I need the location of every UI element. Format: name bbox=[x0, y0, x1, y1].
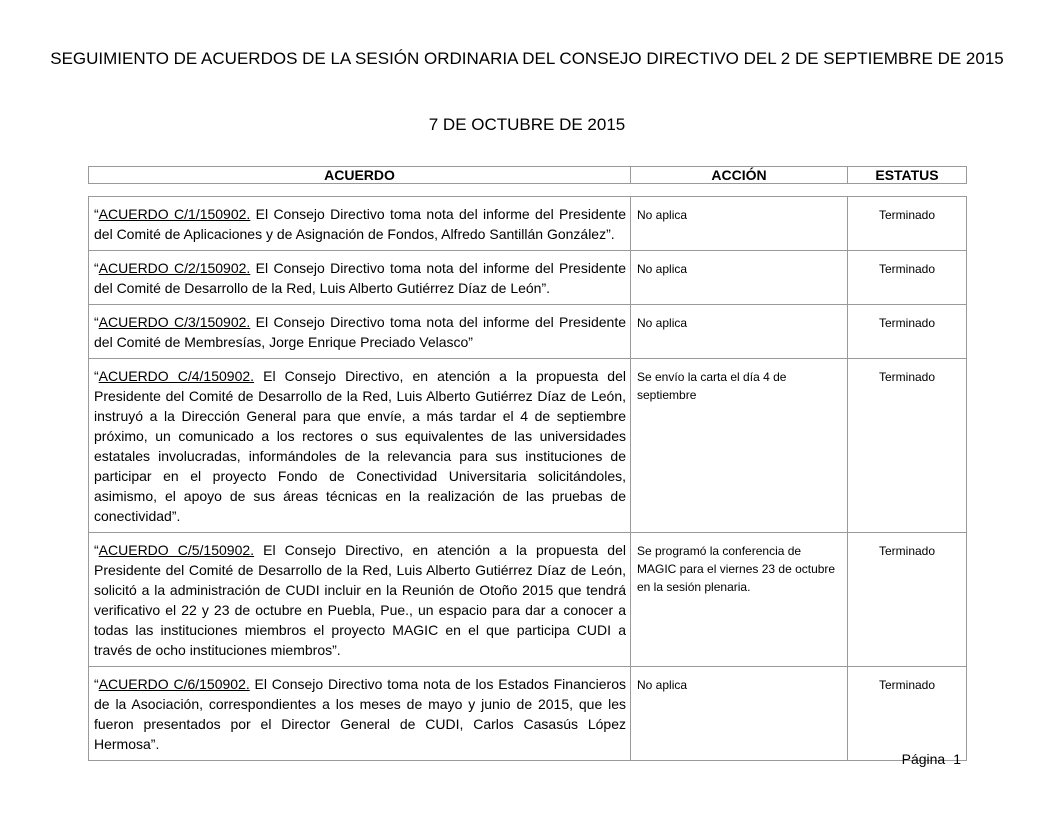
table-header bbox=[88, 166, 967, 184]
open-quote: “ bbox=[94, 314, 99, 330]
document-title: SEGUIMIENTO DE ACUERDOS DE LA SESIÓN ORDINARIA DEL CONSEJO DIRECTIVO DEL 2 DE SEPTIEMBRE DE 2015 bbox=[50, 49, 1004, 68]
header-accion: ACCIÓN bbox=[631, 167, 848, 184]
acuerdo-cell bbox=[89, 251, 631, 305]
acuerdo-text: El Consejo Directivo, en atención a la propuesta del Presidente del Comité de Desarrollo de la Red, Luis Alberto Gutiérrez Díaz de León, instruyó a la Dirección General para que envíe, a más tardar el 4 de septiembre próximo, un comunicado a los rectores o sus equivalentes de las universidades estatales involucradas, informándoles de la relevancia para sus instituciones de participar en el proyecto Fondo de Conectividad Universitaria solicitándoles, asimismo, el apoyo de sus áreas técnicas en la realización de las pruebas de conectividad”. bbox=[94, 368, 626, 524]
header-estatus: ESTATUS bbox=[848, 167, 967, 184]
acuerdo-id: ACUERDO C/2/150902. bbox=[98, 260, 251, 276]
page-footer bbox=[902, 750, 961, 768]
accion-cell: Se envío la carta el día 4 de septiembre bbox=[631, 359, 848, 533]
accion-cell: No aplica bbox=[631, 305, 848, 359]
acuerdo-text: El Consejo Directivo toma nota del informe del Presidente del Comité de Membresías, Jorge Enrique Preciado Velasco” bbox=[94, 314, 626, 350]
accion-cell: No aplica bbox=[631, 667, 848, 761]
acuerdo-cell bbox=[89, 667, 631, 761]
acuerdo-cell bbox=[89, 305, 631, 359]
estatus-cell: Terminado bbox=[848, 667, 967, 761]
estatus-cell: Terminado bbox=[848, 533, 967, 667]
accion-cell: Se programó la conferencia de MAGIC para el viernes 23 de octubre en la sesión plenaria. bbox=[631, 533, 848, 667]
open-quote: “ bbox=[94, 260, 99, 276]
table-row bbox=[89, 251, 967, 305]
agreements-table bbox=[88, 196, 967, 761]
estatus-cell: Terminado bbox=[848, 305, 967, 359]
acuerdo-id: ACUERDO C/4/150902. bbox=[98, 368, 255, 384]
header-acuerdo: ACUERDO bbox=[89, 167, 631, 184]
table-row bbox=[89, 359, 967, 533]
page-label: Página bbox=[901, 751, 946, 767]
page-number: 1 bbox=[953, 751, 961, 767]
estatus-cell: Terminado bbox=[848, 251, 967, 305]
acuerdo-text: El Consejo Directivo toma nota del informe del Presidente del Comité de Desarrollo de la Red, Luis Alberto Gutiérrez Díaz de León”. bbox=[94, 260, 626, 296]
acuerdo-cell bbox=[89, 197, 631, 251]
table-row bbox=[89, 667, 967, 761]
estatus-cell: Terminado bbox=[848, 197, 967, 251]
acuerdo-id: ACUERDO C/5/150902. bbox=[98, 542, 255, 558]
document-date: 7 DE OCTUBRE DE 2015 bbox=[428, 115, 626, 134]
accion-cell: No aplica bbox=[631, 251, 848, 305]
accion-cell: No aplica bbox=[631, 197, 848, 251]
acuerdo-text: El Consejo Directivo toma nota de los Estados Financieros de la Asociación, correspondientes a los meses de mayo y junio de 2015, que les fueron presentados por el Director General de CUDI, Carlos Casasús López Hermosa”. bbox=[94, 676, 626, 752]
acuerdo-text: El Consejo Directivo toma nota del informe del Presidente del Comité de Aplicaciones y de Asignación de Fondos, Alfredo Santillán González”. bbox=[94, 206, 626, 242]
open-quote: “ bbox=[94, 368, 99, 384]
open-quote: “ bbox=[94, 542, 99, 558]
table-row bbox=[89, 533, 967, 667]
open-quote: “ bbox=[94, 676, 99, 692]
table-row bbox=[89, 197, 967, 251]
acuerdo-id: ACUERDO C/3/150902. bbox=[98, 314, 251, 330]
acuerdo-id: ACUERDO C/6/150902. bbox=[98, 676, 250, 692]
acuerdo-id: ACUERDO C/1/150902. bbox=[98, 206, 251, 222]
estatus-cell: Terminado bbox=[848, 359, 967, 533]
acuerdo-text: El Consejo Directivo, en atención a la propuesta del Presidente del Comité de Desarrollo de la Red, Luis Alberto Gutiérrez Díaz de León, solicitó a la administración de CUDI incluir en la Reunión de Otoño 2015 que tendrá verificativo el 22 y 23 de octubre en Puebla, Pue., un espacio para dar a conocer a todas las instituciones miembros el proyecto MAGIC en el que participa CUDI a través de ocho instituciones miembros”. bbox=[94, 542, 626, 658]
acuerdo-cell bbox=[89, 359, 631, 533]
open-quote: “ bbox=[94, 206, 99, 222]
table-row bbox=[89, 305, 967, 359]
acuerdo-cell bbox=[89, 533, 631, 667]
